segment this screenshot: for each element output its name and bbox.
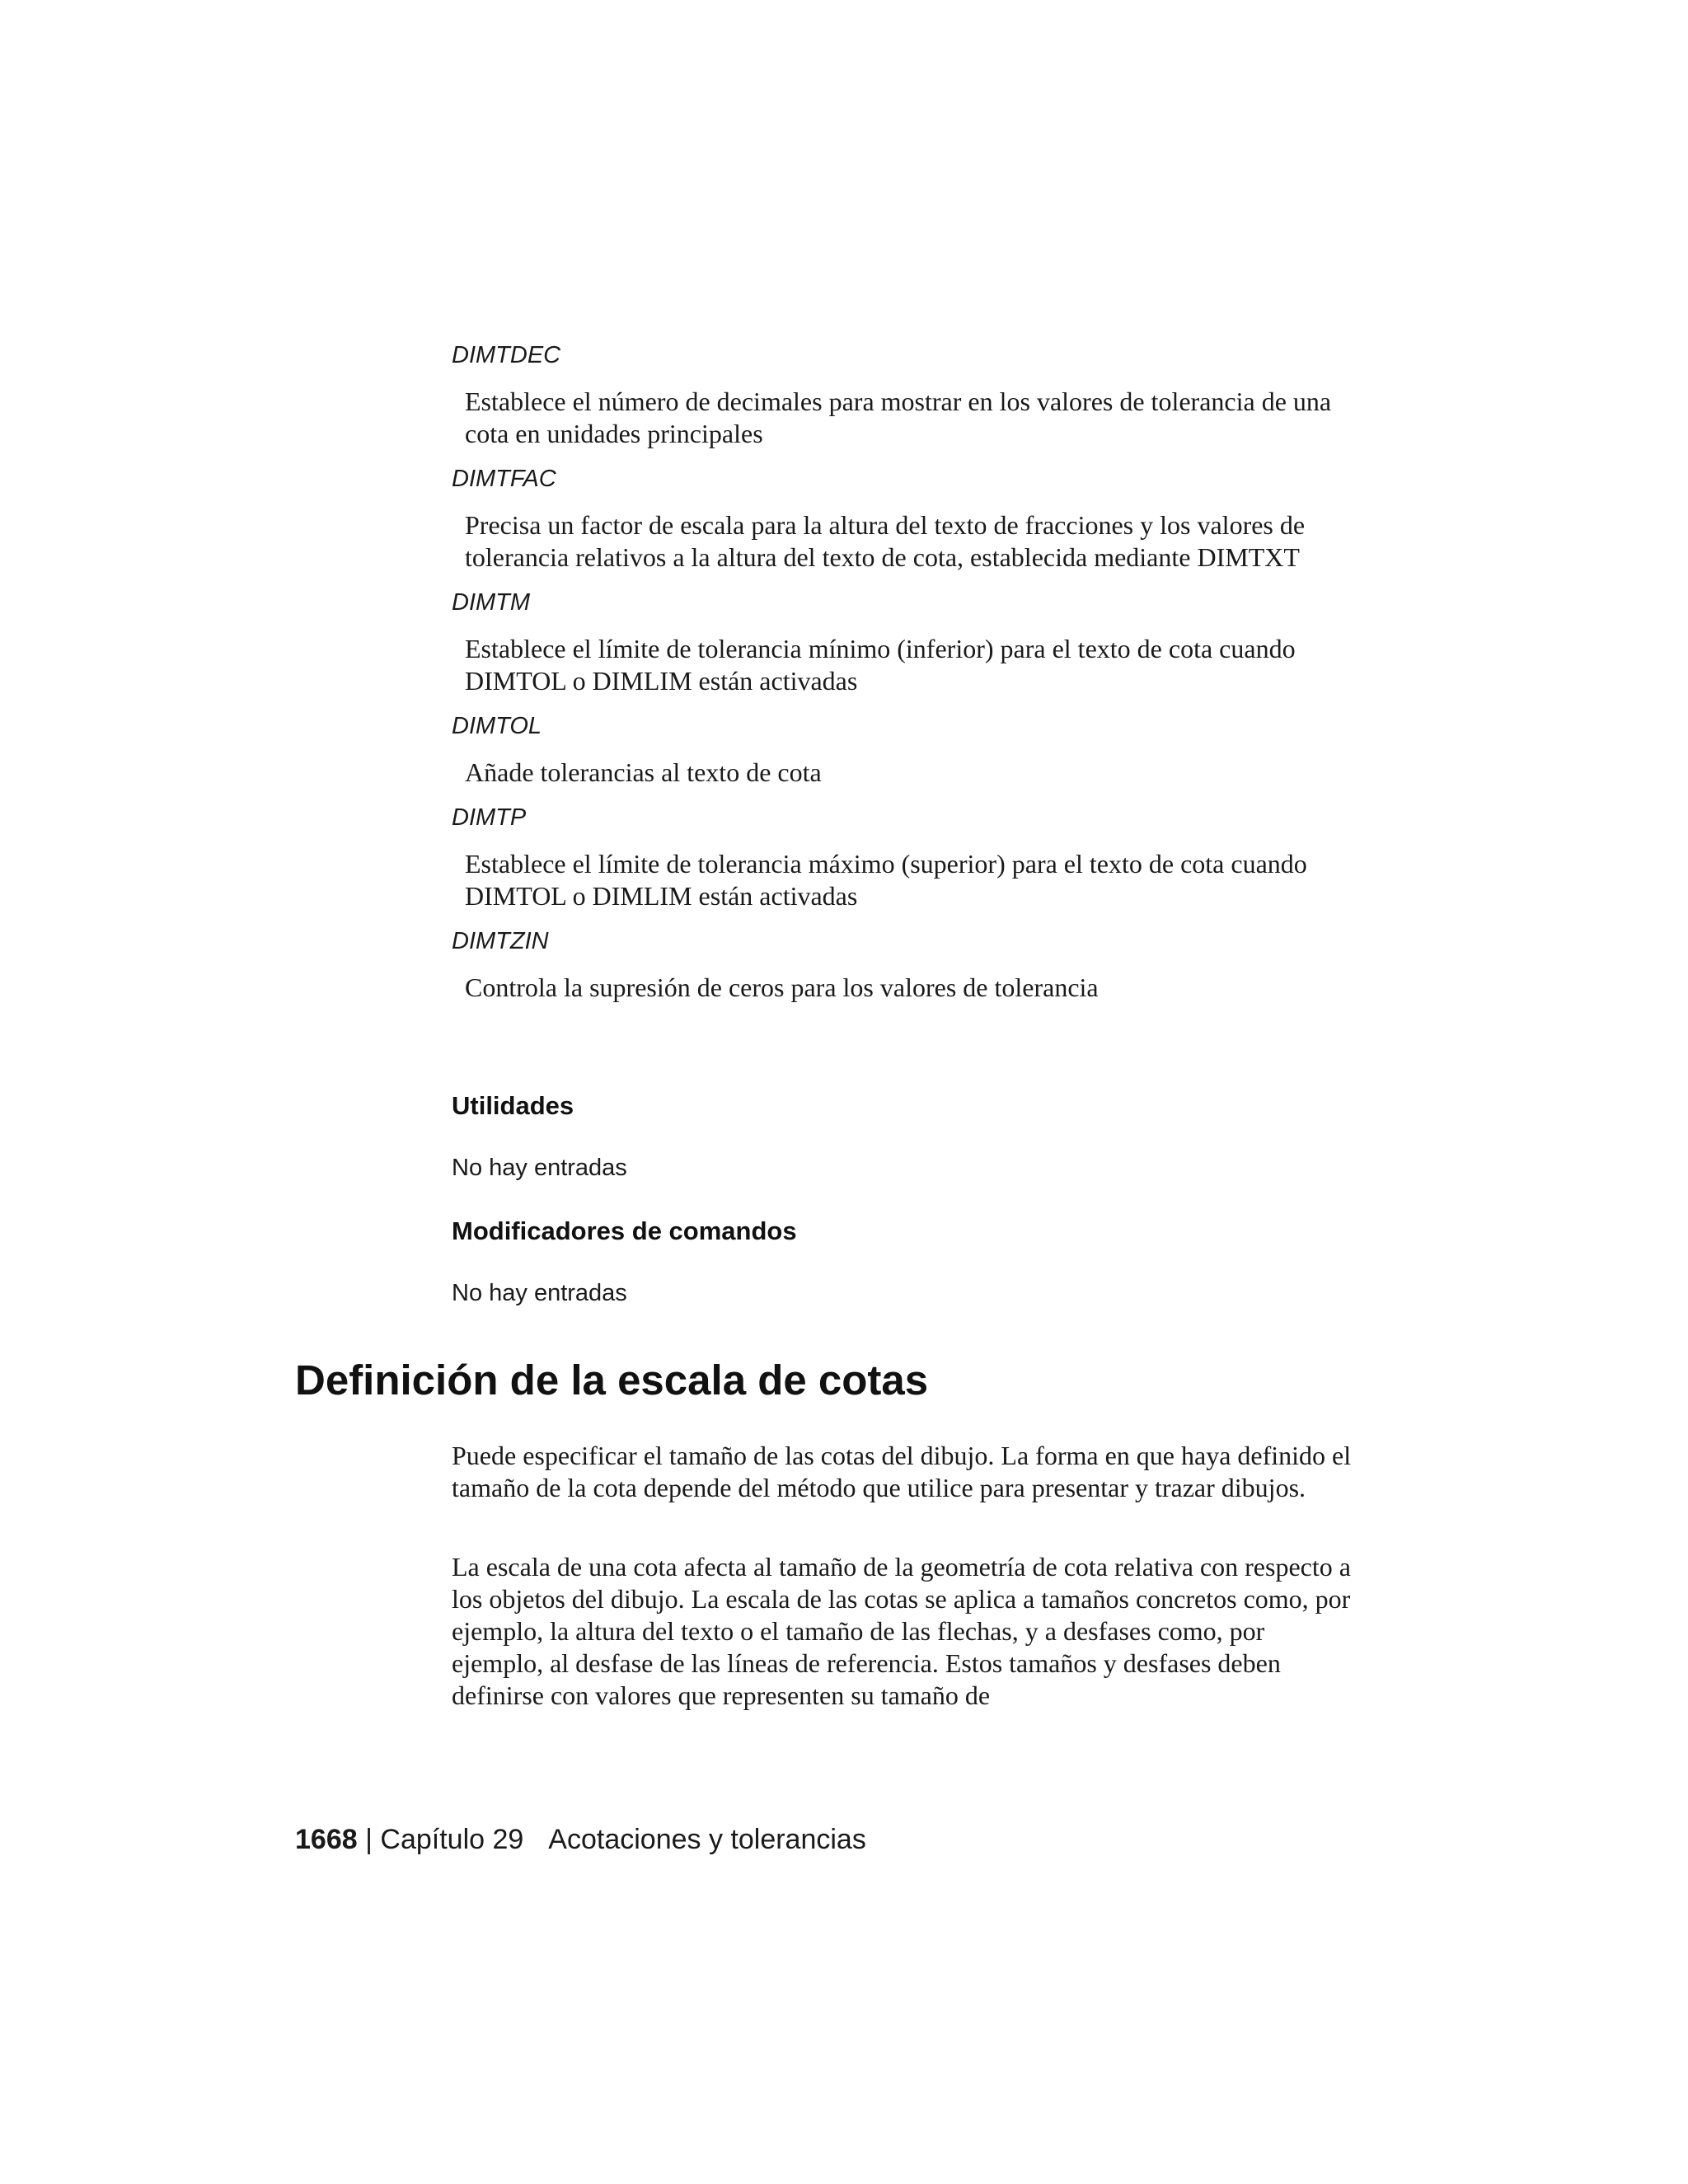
var-name: DIMTDEC [452,342,561,368]
utilities-heading: Utilidades [452,1091,574,1120]
var-description: Añade tolerancias al texto de cota [465,757,822,787]
section-title: Definición de la escala de cotas [295,1357,929,1404]
page-footer [295,1821,866,1858]
footer-separator: | [365,1824,373,1855]
var-entry-dimtp [452,802,1358,912]
chapter-title: Acotaciones y tolerancias [548,1824,866,1855]
var-entry-dimtm [452,587,1358,697]
var-name: DIMTP [452,804,527,831]
var-entry-dimtdec [452,340,1358,450]
var-entry-dimtol [452,710,1358,789]
chapter-label: Capítulo 29 [380,1824,524,1855]
var-name: DIMTOL [452,713,542,739]
var-description: Establece el límite de tolerancia máximo (superior) para el texto de cota cuando DIMTOL o DIMLIM están activadas [465,849,1307,911]
section-paragraph: La escala de una cota afecta al tamaño de la geometría de cota relativa con respecto a los objetos del dibujo. La escala de las cotas se aplica a tamaños concretos como, por ejemplo, la altura del texto o el tamaño de las flechas, y a desfases como, por ejemplo, al desfase de las líneas de referencia. Estos tamaños y desfases deben definirse con valores que representen su tamaño de [452,1552,1351,1710]
var-description: Controla la supresión de ceros para los valores de tolerancia [465,972,1099,1002]
var-entry-dimtfac [452,463,1358,574]
system-variable-list [452,340,1358,1017]
var-name: DIMTFAC [452,466,556,492]
var-description: Establece el número de decimales para mostrar en los valores de tolerancia de una cota en unidades principales [465,387,1332,448]
utilities-text: No hay entradas [452,1155,627,1181]
var-description: Precisa un factor de escala para la altura del texto de fracciones y los valores de tolerancia relativos a la altura del texto de cota, establecida mediante DIMTXT [465,510,1306,572]
command-modifiers-text: No hay entradas [452,1280,627,1306]
command-modifiers-heading: Modificadores de comandos [452,1216,797,1245]
page-number: 1668 [295,1824,358,1855]
section-paragraph: Puede especificar el tamaño de las cotas del dibujo. La forma en que haya definido el tamaño de la cota depende del método que utilice para presentar y trazar dibujos. [452,1441,1352,1502]
var-description: Establece el límite de tolerancia mínimo (inferior) para el texto de cota cuando DIMTOL o DIMLIM están activadas [465,634,1296,696]
var-name: DIMTM [452,589,531,616]
var-entry-dimtzin [452,926,1358,1004]
var-name: DIMTZIN [452,928,549,954]
